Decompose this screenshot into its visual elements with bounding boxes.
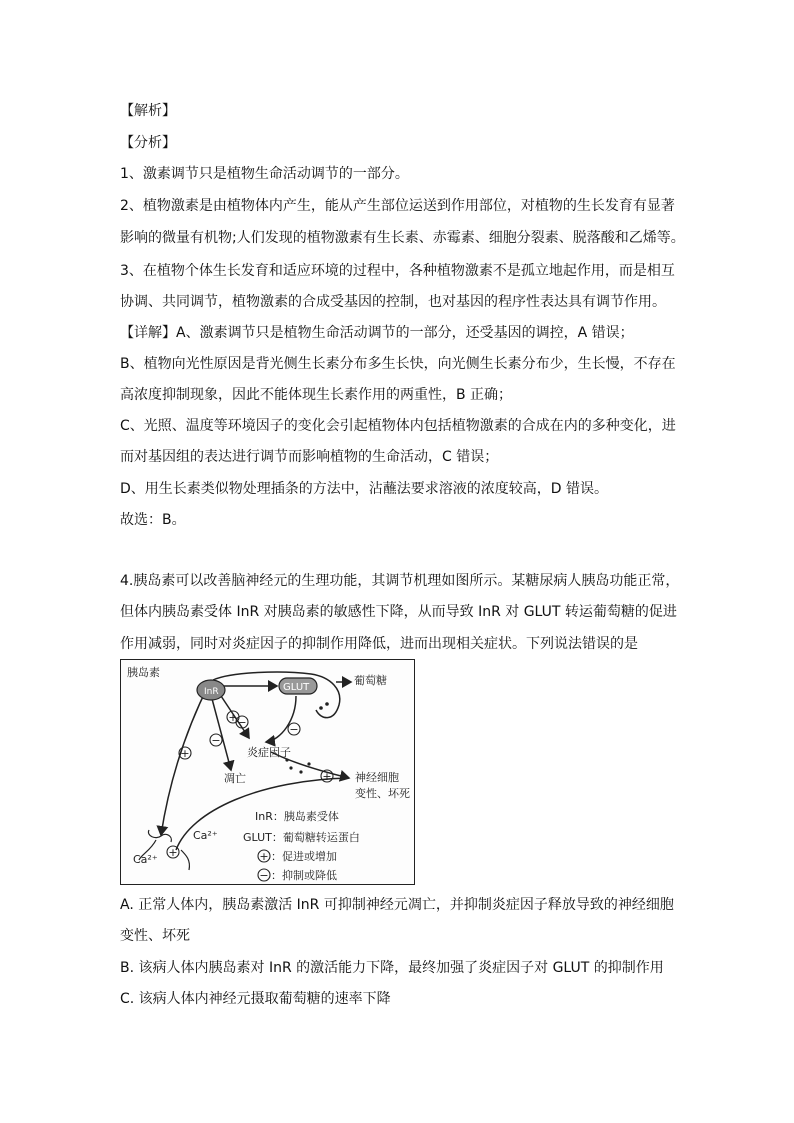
detail-line: 而对基因组的表达进行调节而影响植物的生命活动，C 错误； — [120, 449, 499, 465]
answer-line: 故选：B。 — [120, 512, 186, 528]
svg-text:+: + — [168, 846, 178, 859]
label-insulin: 胰岛素 — [127, 666, 160, 679]
plus-symbol — [321, 770, 333, 783]
heading-analysis: 【解析】 — [120, 103, 176, 119]
plus-symbol — [179, 747, 191, 760]
mechanism-diagram — [120, 659, 415, 885]
svg-text:−: − — [259, 869, 269, 882]
label-apoptosis: 凋亡 — [224, 772, 246, 785]
svg-text:−: − — [211, 734, 221, 747]
svg-text:+: + — [322, 770, 332, 783]
label-glut: GLUT — [283, 682, 310, 693]
label-ca-left: Ca²⁺ — [133, 853, 158, 866]
svg-text:+: + — [228, 711, 238, 724]
detail-line: 高浓度抑制现象，因此不能体现生长素作用的两重性，B 正确； — [120, 387, 513, 403]
detail-line: 【详解】A、激素调节只是植物生命活动调节的一部分，还受基因的调控，A 错误； — [120, 325, 634, 341]
minus-symbol — [236, 716, 248, 729]
legend-minus — [258, 868, 337, 882]
minus-symbol — [288, 723, 300, 736]
minus-symbol — [210, 734, 222, 747]
svg-text:+: + — [180, 747, 190, 760]
analysis-line: 1、激素调节只是植物生命活动调节的一部分。 — [120, 166, 409, 182]
legend-inr: InR：胰岛素受体 — [255, 810, 339, 823]
legend-plus — [258, 849, 337, 863]
svg-text:：促进或增加: ：促进或增加 — [271, 850, 337, 863]
label-inflammation: 炎症因子 — [247, 746, 291, 759]
question-stem: 作用减弱，同时对炎症因子的抑制作用降低，进而出现相关症状。下列说法错误的是 — [120, 636, 638, 652]
label-glucose: 葡萄糖 — [354, 674, 387, 687]
analysis-line: 协调、共同调节，植物激素的合成受基因的控制，也对基因的程序性表达具有调节作用。 — [120, 294, 666, 310]
detail-line: B、植物向光性原因是背光侧生长素分布多生长快，向光侧生长素分布少，生长慢，不存在 — [120, 356, 676, 372]
label-degeneration: 变性、坏死 — [355, 787, 410, 800]
svg-text:−: − — [289, 723, 299, 736]
analysis-line: 影响的微量有机物;人们发现的植物激素有生长素、赤霉素、细胞分裂素、脱落酸和乙烯等。 — [120, 230, 685, 246]
heading-fenxi: 【分析】 — [120, 135, 176, 151]
detail-line: C、光照、温度等环境因子的变化会引起植物体内包括植物激素的合成在内的多种变化，进 — [120, 418, 676, 434]
analysis-line: 2、植物激素是由植物体内产生，能从产生部位运送到作用部位，对植物的生长发育有显著 — [120, 198, 675, 214]
label-inr: InR — [204, 687, 219, 697]
plus-symbol — [167, 846, 179, 859]
question-stem: 4.胰岛素可以改善脑神经元的生理功能，其调节机理如图所示。某糖尿病人胰岛功能正常， — [120, 573, 680, 589]
option-a: A. 正常人体内，胰岛素激活 InR 可抑制神经元凋亡，并抑制炎症因子释放导致的神经细胞 — [120, 897, 674, 913]
svg-text:−: − — [237, 716, 247, 729]
svg-text:：抑制或降低: ：抑制或降低 — [271, 869, 337, 882]
label-ca-right: Ca²⁺ — [193, 829, 218, 842]
label-neuron: 神经细胞 — [355, 771, 399, 784]
analysis-line: 3、在植物个体生长发育和适应环境的过程中，各种植物激素不是孤立地起作用，而是相互 — [120, 263, 675, 279]
legend-glut: GLUT：葡萄糖转运蛋白 — [243, 831, 360, 844]
option-b: B. 该病人体内胰岛素对 InR 的激活能力下降，最终加强了炎症因子对 GLUT 的抑制作用 — [120, 960, 664, 976]
question-stem: 但体内胰岛素受体 InR 对胰岛素的敏感性下降，从而导致 InR 对 GLUT 转运葡萄糖的促进 — [120, 604, 677, 620]
detail-line: D、用生长素类似物处理插条的方法中，沾蘸法要求溶液的浓度较高，D 错误。 — [120, 481, 609, 497]
option-c: C. 该病人体内神经元摄取葡萄糖的速率下降 — [120, 991, 391, 1007]
option-a-cont: 变性、坏死 — [120, 928, 190, 944]
svg-text:+: + — [259, 850, 269, 863]
